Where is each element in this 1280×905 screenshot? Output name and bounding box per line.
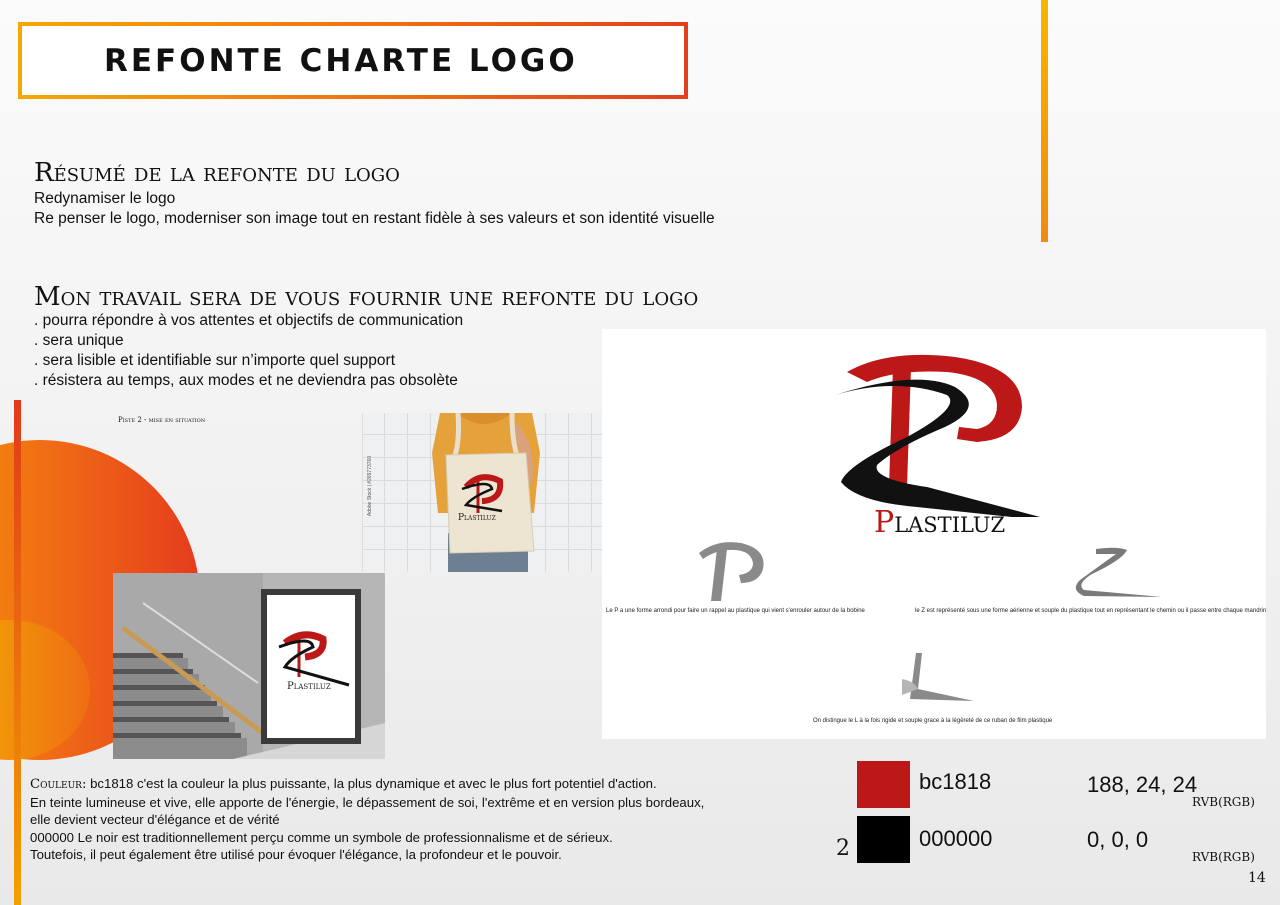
work-heading: Mon travail sera de vous fournir une refonte du logo (34, 282, 699, 312)
black-rgb-value: 0, 0, 0 (1087, 827, 1149, 852)
l-letter-detail (892, 651, 982, 711)
black-hex-code: 000000 (919, 826, 993, 851)
p-letter-note: Le P a une forme arrondi pour faire un rappel au plastique qui vient s'enrouler autour de la bobine (606, 608, 865, 614)
work-list (34, 311, 463, 391)
resume-line: Redynamiser le logo (34, 190, 176, 207)
work-item: . sera unique (34, 332, 124, 349)
logo-wordmark (874, 505, 1005, 540)
stock-credit: Adobe Stock | #265773760 (367, 455, 374, 517)
color-desc-line: Toutefois, il peut également être utilisé pour évoquer l'élégance, la profondeur et le pouvoir. (30, 847, 562, 862)
work-item: . résistera au temps, aux modes et ne deviendra pas obsolète (34, 372, 458, 389)
p-letter-detail (697, 539, 772, 609)
z-letter-detail (1072, 544, 1172, 604)
red-rgb-value: 188, 24, 24 (1087, 772, 1198, 797)
color-desc-line: Couleur: bc1818 c'est la couleur la plus puissante, la plus dynamique et avec le plus fort potentiel d'action. (30, 776, 657, 792)
work-item: . pourra répondre à vos attentes et objectifs de communication (34, 312, 464, 329)
resume-heading: Résumé de la refonte du logo (34, 158, 400, 188)
z-letter-note: le Z est représenté sous une forme aérienne et souple du plastique tout en représentant le chemin ou il passe entre chaque mandrin (915, 608, 1267, 614)
logo-panel (602, 329, 1266, 739)
mockup-label: Piste 2 - mise en situation (118, 416, 206, 424)
resume-line: Re penser le logo, moderniser son image tout en restant fidèle à ses valeurs et son identité visuelle (34, 210, 715, 227)
color-desc-line: 000000 Le noir est traditionnellement perçu comme un symbole de professionnalisme et de sérieux. (30, 829, 613, 845)
black-rgb-label: RVB(RGB) (1192, 850, 1255, 864)
color-desc-line: En teinte lumineuse et vive, elle apporte de l'énergie, le dépassement de soi, l'extrême et en version plus bordeaux, (30, 794, 705, 810)
tote-bag-illustration (362, 413, 603, 572)
decorative-bar-top (1041, 0, 1048, 242)
l-letter-note: On distingue le L à la fois rigide et souple grace à la légèreté de ce ruban de film plastique (813, 718, 1053, 724)
work-item: . sera lisible et identifiable sur n’importe quel support (34, 352, 395, 369)
stairs-illustration (113, 573, 385, 759)
poster-brand: Plastiluz (287, 681, 331, 692)
tote-bag-brand: Plastiluz (458, 513, 496, 523)
page-title: REFONTE CHARTE LOGO (104, 42, 578, 79)
red-hex-code: bc1818 (919, 769, 992, 794)
logo-wordmark-initial: P (874, 505, 895, 540)
poster-mockup-photo (113, 573, 385, 759)
red-rgb-label: RVB(RGB) (1192, 795, 1255, 809)
title-frame (18, 22, 688, 99)
resume-text (34, 189, 715, 229)
color-index: 2 (836, 836, 850, 861)
red-swatch (857, 761, 910, 808)
tote-bag-mockup-photo (362, 413, 603, 572)
color-label: Couleur: (30, 777, 87, 792)
decorative-bar-left (14, 400, 21, 905)
logo-wordmark-rest: lastiluz (894, 505, 1006, 540)
page-number: 14 (1248, 870, 1266, 886)
plastiluz-logo-mark (827, 347, 1067, 517)
color-desc-line: elle devient vecteur d'élégance et de vérité (30, 812, 280, 827)
color-description (30, 775, 790, 864)
black-swatch (857, 816, 910, 863)
